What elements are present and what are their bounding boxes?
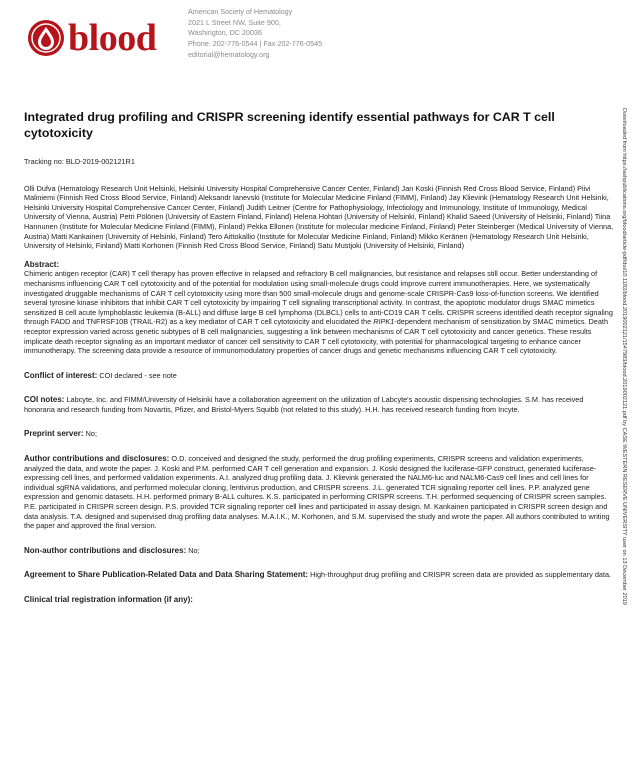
abstract-section xyxy=(24,260,614,356)
address-line: American Society of Hematology xyxy=(188,7,293,16)
coi-text: COI declared - see note xyxy=(99,370,177,380)
blood-logo xyxy=(24,14,174,58)
trial-label: Clinical trial registration information (if any): xyxy=(24,595,193,604)
address-line: 2021 L Street NW, Suite 900, xyxy=(188,17,281,27)
conflict-of-interest xyxy=(24,371,614,381)
coi-notes-text: Labcyte, Inc. and FIMM/University of Helsinki have a collaboration agreement on the utilization of Labcyte's acoustic dispensing technologies. S.M. has received honoraria and research funding from Novartis, Pfizer, and Bristol-Myers Squibb (not related to this study). H.H. has received research funding from Incyte. xyxy=(24,395,584,414)
preprint-label: Preprint server: xyxy=(24,429,84,439)
contributions-text: O.D. conceived and designed the study, performed the drug profiling experiments, CRISPR screens and validation experiments, analyzed the data, and wrote the paper. J. Koski and P.M. performed CAR T cell generation and expansion. J. Koski designed the luciferase-GFP construct, generated luciferase-expressing cell lines, and performed validation experiments. A.I. analyzed drug profiling data. J. Klievink generated the NALM6-luc and NALM6-Cas9 cell lines and cell lines for individual sgRNA validations, and performed molecular cloning, lentivirus production, and CRISPR screens. J.L. generated TCR signaling reporter cell lines. P.P. analyzed gene expression and genomic datasets. H.H. performed primary B-ALL cultures. K.S. participated in performing CRISPR screens. T.H. performed sequencing of CRISPR screen samples. P.E. participated in CRISPR screen design. P.S. provided TCR signaling reporter cell lines and participated in assay design. M. Kankainen participated in CRISPR screen design and data analysis. T.A. designed and supervised drug profiling data analyses. M.A.I.K., M. Korhonen, and S.M. supervised the study and wrote the paper. All authors contributed to writing the paper and approved the final version. xyxy=(24,454,610,531)
abstract-text-cont: -dependent mechanism of sensitization by SMAC mimetics. Death receptor expression varied across genetic subtypes of B cell malignancies, suggesting a link between mechanisms of CAR T cell cytotoxicity and cancer genetics. These results implicate death receptor signaling as an important mediator of cancer cell sensitivity to CAR T cell cytotoxicity, with potential for pharmacological targeting to enhance cancer immunotherapy. The screening data provide a resource of immunomodulatory properties of cancer drugs and genetic mechanisms influencing CAR T cell cytotoxicity. xyxy=(24,317,609,356)
manuscript-body xyxy=(24,110,614,605)
abstract-text: Chimeric antigen receptor (CAR) T cell therapy has proven effective in relapsed and refractory B cell malignancies, but resistance and relapses still occur. Better understanding of mechanisms influencing CAR T cell cytotoxicity and of the potential for modulation using small-molecule drugs could improve current immunotherapies. Here, we systematically investigated druggable mechanisms of CAR T cell cytotoxicity using more than 500 small-molecule drugs and genome-scale CRISPR-Cas9 loss-of-function screens. We identified several tyrosine kinase inhibitors that inhibit CAR T cell cytotoxicity by impairing T cell signaling transcriptional activity. In contrast, the apoptotic modulator drugs SMAC mimetics sensitized B cell acute lymphoblastic leukemia (B-ALL) and diffuse large B cell lymphoma (DLBCL) cells to anti-CD19 CAR T cells. CRISPR screens identified death receptor signaling through FADD and TNFRSF10B (TRAIL-R2) as a key mediator of CAR T cell cytotoxicity and elucidated the xyxy=(24,269,613,327)
abstract-gene-italic: RIPK1 xyxy=(373,317,395,327)
clinical-trial-registration xyxy=(24,595,614,605)
download-watermark xyxy=(617,108,631,748)
abstract-label: Abstract: xyxy=(24,259,60,269)
preprint-text: No; xyxy=(85,429,97,439)
contributions-label: Author contributions and disclosures: xyxy=(24,454,170,464)
logo-wordmark: blood xyxy=(68,17,157,59)
address-line: Phone: 202-776-0544 | Fax 202-776-0545 xyxy=(188,39,323,49)
address-line[interactable]: editorial@hematology.org xyxy=(188,49,270,59)
non-author-label: Non-author contributions and disclosures: xyxy=(24,545,187,555)
agreement-text: High-throughput drug profiling and CRISPR screen data are provided as supplementary data. xyxy=(310,570,612,580)
tracking-number: Tracking no: BLD-2019-002121R1 xyxy=(24,157,135,166)
author-contributions xyxy=(24,454,614,531)
coi-label: Conflict of interest: xyxy=(24,370,98,380)
data-sharing-statement xyxy=(24,570,614,580)
coi-notes-label: COI notes: xyxy=(24,395,65,405)
agreement-label: Agreement to Share Publication-Related Data and Data Sharing Statement: xyxy=(24,570,309,580)
article-title: Integrated drug profiling and CRISPR screening identify essential pathways for CAR T cell cytotoxicity xyxy=(24,110,555,140)
address-line: Washington, DC 20036 xyxy=(188,28,263,38)
publisher-address xyxy=(188,7,322,61)
non-author-contributions xyxy=(24,546,614,556)
coi-notes xyxy=(24,395,614,414)
blood-drop-icon xyxy=(26,18,66,58)
preprint-server xyxy=(24,429,614,439)
author-list: Olli Dufva (Hematology Research Unit Helsinki, Helsinki University Hospital Comprehensive Cancer Center, Finland) Jan Koski (Finnish Red Cross Blood Service, Finland) Piivi Maliniemi (Finnish Red Cross Blood Service, Finland) Aleksandr Ianevski (Institute for Molecular Medicine Finland (FIMM), Finland) Jay Klievink (Hematology Research Unit Helsinki, Helsinki University Hospital Comprehensive Cancer Center, Finland) Judith Leitner (Centre for Pathophysiology, Infectiology and Immunology, Institute of Immunology, Medical University of Vienna, Austria) Petri Pölönen (University of Eastern Finland, Finland) Helena Hohtari (University of Helsinki, Finland) Khalid Saeed (University of Helsinki, Finland) Tiina Hannunen (Institute for Molecular Medicine Finland (FIMM), Finland) Pekka Ellonen (Institute for molecular medicine Finland, Finland) Peter Steinberger (Medical University of Vienna, Austria) Matti Kankainen (University of Helsinki, Finland) Tero Aittokallio (Institute for Molecular Medicine Finland, Finland) Mikko Keränen (Hematology Research Unit Helsinki, University of Helsinki, Finland) Matti Korhonen (Finnish Red Cross Blood Service, Finland) Satu Mustjoki (University of Helsinki, Finland) xyxy=(24,183,614,251)
non-author-text: No; xyxy=(188,545,200,555)
download-watermark-text: Downloaded from https://ashpublications.org/blood/article-pdf/doi/10.1182/blood.2019002121/1547983/blood.2019002121.pdf by CASE WESTERN RESERVE UNIVERSITY user on 13 December 2019 xyxy=(621,108,627,605)
